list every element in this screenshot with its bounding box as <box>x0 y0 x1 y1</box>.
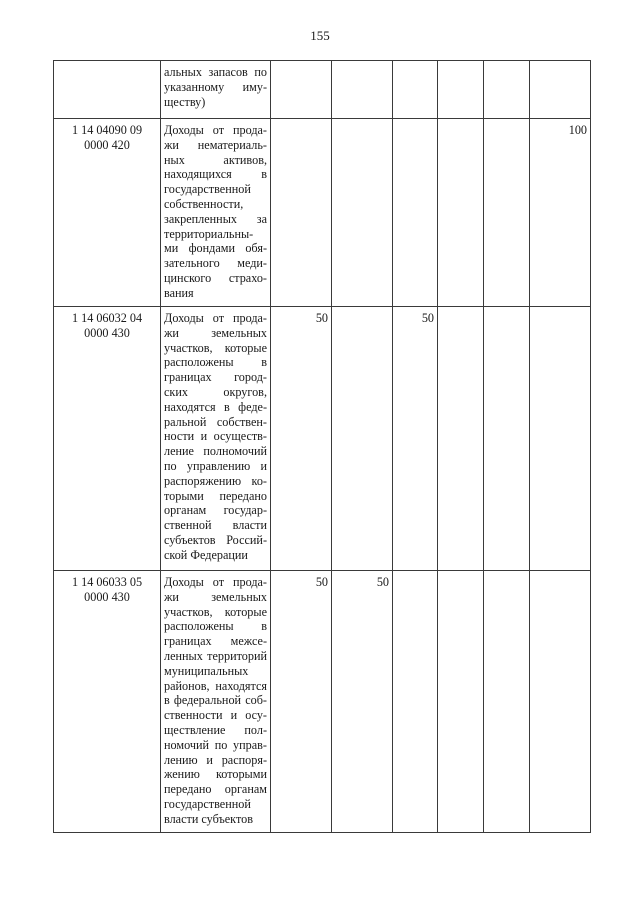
description-line: закрепленных за <box>164 211 267 226</box>
description-cell <box>161 571 271 833</box>
amount-cell: 100 <box>530 119 591 307</box>
description-line: ных активов, <box>164 152 267 167</box>
description-line: цинского страхо- <box>164 270 267 285</box>
description-line: ми фондами обя- <box>164 241 267 256</box>
amount-cell: 50 <box>271 307 332 571</box>
page-number: 155 <box>310 28 330 43</box>
amount-cell <box>530 61 591 119</box>
description-line: распоряжению ко- <box>164 473 267 488</box>
table-row <box>54 571 591 833</box>
description-line: альных запасов по <box>164 65 267 79</box>
amount-cell <box>438 61 484 119</box>
description-line: участков, которые <box>164 604 267 619</box>
description-line: границах межсе- <box>164 634 267 649</box>
amount-cell <box>438 307 484 571</box>
budget-code-line: 1 14 04090 09 <box>71 123 143 137</box>
description-line: Доходы от прода- <box>164 123 267 137</box>
table-row <box>54 119 591 307</box>
amount-cell <box>530 571 591 833</box>
description-line: собственности, <box>164 196 244 211</box>
amount-cell <box>332 307 393 571</box>
description-line: ществление пол- <box>164 722 267 737</box>
description-line: зательного меди- <box>164 256 267 271</box>
description-line: ственности и осу- <box>164 708 267 723</box>
description-line: в федеральной соб- <box>164 693 267 708</box>
budget-code-cell <box>54 119 161 307</box>
description-line: ской Федерации <box>164 547 248 562</box>
amount-cell <box>438 119 484 307</box>
description-line: Доходы от прода- <box>164 311 267 325</box>
description-line: ности и осуществ- <box>164 429 267 444</box>
budget-code-cell <box>54 61 161 119</box>
description-line: жи нематериаль- <box>164 137 267 152</box>
amount-cell: 50 <box>271 571 332 833</box>
table-row <box>54 61 591 119</box>
description-line: жи земельных <box>164 325 267 340</box>
description-line: жи земельных <box>164 589 267 604</box>
description-line: субъектов Россий- <box>164 532 267 547</box>
description-line: государственной <box>164 182 251 197</box>
description-line: вания <box>164 285 194 300</box>
budget-code-line: 0000 420 <box>84 137 130 152</box>
description-line: ских округов, <box>164 384 267 399</box>
budget-code-cell <box>54 571 161 833</box>
description-line: территориальны- <box>164 226 254 241</box>
description-line: торыми передано <box>164 488 267 503</box>
amount-cell <box>484 307 530 571</box>
description-line: муниципальных <box>164 663 249 678</box>
description-line: ственной власти <box>164 518 267 533</box>
table-row <box>54 307 591 571</box>
amount-cell <box>530 307 591 571</box>
description-line: государственной <box>164 796 251 811</box>
description-line: Доходы от прода- <box>164 575 267 589</box>
description-line: жению которыми <box>164 767 267 782</box>
description-line: лению и распоря- <box>164 752 267 767</box>
budget-code-cell <box>54 307 161 571</box>
budget-code-line: 1 14 06032 04 <box>71 311 143 325</box>
amount-cell <box>438 571 484 833</box>
description-line: расположены в <box>164 355 267 370</box>
amount-cell: 50 <box>332 571 393 833</box>
amount-cell: 50 <box>393 307 438 571</box>
amount-cell <box>393 119 438 307</box>
amount-cell <box>393 571 438 833</box>
description-line: районов, находятся <box>164 678 267 693</box>
description-cell <box>161 119 271 307</box>
description-line: номочий по управ- <box>164 737 267 752</box>
description-line: границах город- <box>164 370 267 385</box>
amount-cell <box>271 119 332 307</box>
budget-code-line: 0000 430 <box>84 325 130 340</box>
description-line: находятся в феде- <box>164 399 267 414</box>
description-cell <box>161 61 271 119</box>
description-line: участков, которые <box>164 340 267 355</box>
amount-cell <box>271 61 332 119</box>
description-line: ление полномочий <box>164 444 267 459</box>
description-line: расположены в <box>164 619 267 634</box>
description-line: власти субъектов <box>164 811 253 826</box>
description-line: по управлению и <box>164 458 267 473</box>
description-line: указанному иму- <box>164 79 267 94</box>
description-line: находящихся в <box>164 167 267 182</box>
budget-code-line: 0000 430 <box>84 589 130 604</box>
amount-cell <box>484 571 530 833</box>
budget-code-line: 1 14 06033 05 <box>71 575 143 589</box>
amount-cell <box>393 61 438 119</box>
amount-cell <box>484 119 530 307</box>
description-line: ществу) <box>164 94 206 109</box>
amount-cell <box>484 61 530 119</box>
description-line: органам государ- <box>164 503 267 518</box>
amount-cell <box>332 61 393 119</box>
budget-revenue-table <box>53 60 591 833</box>
amount-cell <box>332 119 393 307</box>
description-cell <box>161 307 271 571</box>
description-line: ленных территорий <box>164 648 267 663</box>
description-line: ральной собствен- <box>164 414 267 429</box>
description-line: передано органам <box>164 782 267 797</box>
